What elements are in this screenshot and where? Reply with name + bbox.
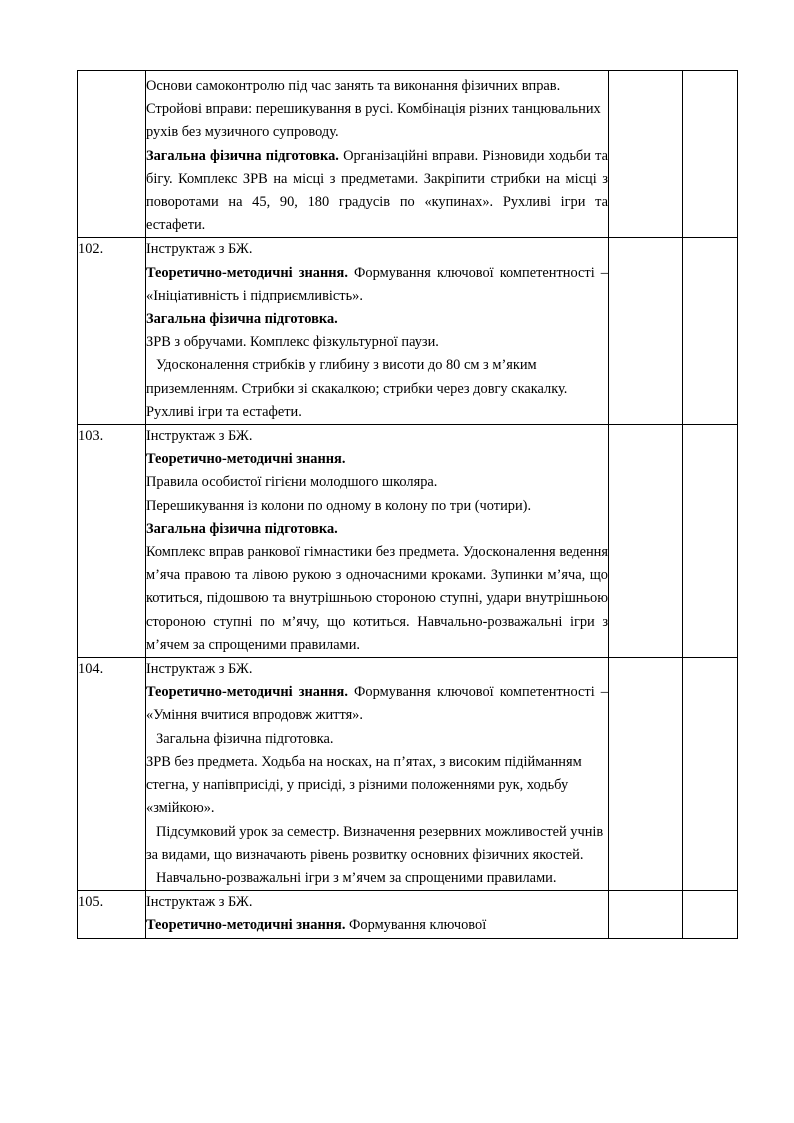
content-paragraph [146,145,608,238]
section-text: Загальна фізична підготовка. [156,730,334,747]
content-paragraph [146,262,608,308]
content-paragraph [146,541,608,657]
section-text: Інструктаж з БЖ. [146,241,253,258]
table-body [78,71,738,939]
section-text: Інструктаж з БЖ. [146,428,253,445]
lesson-content-cell [146,891,609,938]
section-heading: Загальна фізична підготовка. [146,520,338,537]
section-text: Формування ключової компетентності – «Ініціативність і підприємливість». [146,264,609,304]
section-text: Інструктаж з БЖ. [146,894,253,911]
section-text: Удосконалення стрибків у глибину з висоти до 80 см з м’яким приземленням. Стрибки зі скакалкою; стрибки через довгу скакалку. Рухливі ігри та естафети. [146,357,568,420]
notes-cell[interactable] [683,658,738,891]
row-number-cell [78,71,146,238]
content-paragraph [146,658,608,681]
date-cell[interactable] [609,658,683,891]
notes-cell[interactable] [683,238,738,425]
content-paragraph [146,308,608,331]
table-row [78,238,738,425]
content-paragraph [146,518,608,541]
table-row [78,71,738,238]
section-text: Навчально-розважальні ігри з м’ячем за спрощеними правилами. [156,869,557,886]
content-paragraph [146,471,608,494]
section-heading: Теоретично-методичні знання. [146,451,346,468]
content-paragraph [146,891,608,914]
lesson-plan-table [77,70,738,939]
section-text: Інструктаж з БЖ. [146,661,253,678]
content-paragraph [146,867,608,890]
section-text: Основи самоконтролю під час занять та виконання фізичних вправ. Стройові вправи: перешикування в русі. Комбінація різних танцювальних рухів без музичного супроводу. [146,78,601,141]
section-heading: Теоретично-методичні знання. [146,684,348,701]
table-row [78,891,738,938]
content-paragraph [146,751,608,821]
section-text: Організаційні вправи. Різновиди ходьби та бігу. Комплекс ЗРВ на місці з предметами. Закріпити стрибки на місці з поворотами на 45, 90, 180 градусів по «купинах». Рухливі ігри та естафети. [146,147,608,234]
lesson-content-cell [146,71,609,238]
section-text: Перешикування із колони по одному в колону по три (чотири). [146,497,532,514]
date-cell[interactable] [609,238,683,425]
row-number-cell: 104. [78,658,146,891]
row-number-cell: 105. [78,891,146,938]
notes-cell[interactable] [683,891,738,938]
section-text: Формування ключової [345,917,487,934]
section-text: Комплекс вправ ранкової гімнастики без предмета. Удосконалення ведення м’яча правою та лівою рукою з одночасними кроками. Зупинки м’яча, що котиться, підошвою та внутрішньою стороною ступні, удари внутрішньою стороною ступні по м’ячу, що котиться. Навчально-розважальні ігри з м’ячем за спрощеними правилами. [146,544,608,653]
content-paragraph [146,681,608,727]
content-paragraph [146,821,608,867]
section-heading: Загальна фізична підготовка. [146,311,338,328]
content-paragraph [146,495,608,518]
section-heading: Теоретично-методичні знання. [146,917,346,934]
content-paragraph [146,331,608,354]
section-heading: Теоретично-методичні знання. [146,264,348,281]
content-paragraph [146,354,608,424]
table-row [78,425,738,658]
section-text: ЗРВ з обручами. Комплекс фізкультурної паузи. [146,334,439,351]
table-row [78,658,738,891]
section-heading: Загальна фізична підготовка. [146,147,339,164]
row-number-cell: 103. [78,425,146,658]
content-paragraph [146,238,608,261]
section-text: Підсумковий урок за семестр. Визначення резервних можливостей учнів за видами, що визначають рівень розвитку основних фізичних якостей. [146,823,604,863]
lesson-content-cell [146,425,609,658]
lesson-content-cell [146,238,609,425]
content-paragraph [146,914,608,937]
content-paragraph [146,728,608,751]
content-paragraph [146,425,608,448]
content-paragraph [146,448,608,471]
date-cell[interactable] [609,71,683,238]
notes-cell[interactable] [683,425,738,658]
content-paragraph [146,75,608,145]
notes-cell[interactable] [683,71,738,238]
section-text: Правила особистої гігієни молодшого школяра. [146,474,438,491]
section-text: Формування ключової компетентності – «Уміння вчитися впродовж життя». [146,684,609,724]
lesson-content-cell [146,658,609,891]
row-number-cell: 102. [78,238,146,425]
date-cell[interactable] [609,891,683,938]
date-cell[interactable] [609,425,683,658]
section-text: ЗРВ без предмета. Ходьба на носках, на п’ятах, з високим підійманням стегна, у напівприсіді, у присіді, з різними положеннями рук, ходьбу «змійкою». [146,753,582,817]
